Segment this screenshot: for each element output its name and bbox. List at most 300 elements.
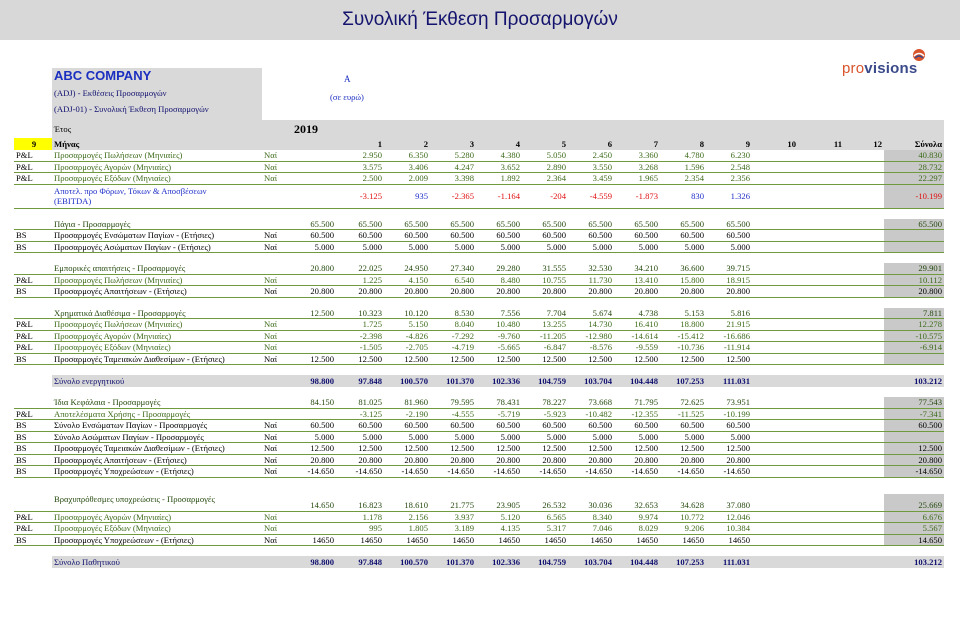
row-total: 103.212 xyxy=(914,557,942,567)
row-code: P&L xyxy=(16,511,33,522)
row-label: Προσαρμογές Πωλήσεων (Μηνιαίες) xyxy=(54,274,183,285)
month-value-8: -14.650 xyxy=(677,466,704,477)
table-row xyxy=(14,308,944,320)
month-value-5: 104.759 xyxy=(538,557,566,567)
row-flag: Ναί xyxy=(264,342,278,353)
month-col-4: 4 xyxy=(515,139,520,149)
table-row xyxy=(14,342,944,354)
month-value-4: -14.650 xyxy=(493,466,520,477)
month-value-3: 60.500 xyxy=(450,420,474,431)
month-value-8: 5.153 xyxy=(684,307,704,318)
row-code: BS xyxy=(16,466,27,477)
table-row xyxy=(14,556,944,568)
month-value-6: 3.550 xyxy=(592,161,612,172)
row-code: BS xyxy=(16,534,27,545)
table-row xyxy=(14,443,944,455)
month-col-7: 7 xyxy=(653,139,658,149)
row-label: Προσαρμογές Ταμειακών Διαθεσίμων - (Ετήσιες) xyxy=(54,353,225,364)
row-total: 65.500 xyxy=(884,219,944,230)
month-value-8: 107.253 xyxy=(676,376,704,386)
month-value-5: 5.317 xyxy=(546,523,566,534)
month-number: 9 xyxy=(14,138,52,150)
row-total: 77.543 xyxy=(884,397,944,408)
opening-value: 12.500 xyxy=(310,443,334,454)
month-value-9: 12.500 xyxy=(726,443,750,454)
month-value-9: 14650 xyxy=(728,534,750,545)
month-value-9: 2.356 xyxy=(730,173,750,184)
month-value-5: 78.227 xyxy=(542,397,566,408)
month-col-2: 2 xyxy=(423,139,428,149)
opening-value xyxy=(294,409,337,420)
month-value-5: -204 xyxy=(550,191,566,201)
month-value-4: 4.380 xyxy=(500,150,520,161)
opening-value: 20.800 xyxy=(310,286,334,297)
row-flag: Ναί xyxy=(264,353,278,364)
row-flag: Ναί xyxy=(264,161,278,172)
month-value-7: 5.000 xyxy=(638,241,658,252)
month-value-7: 20.800 xyxy=(634,454,658,465)
month-value-6: 14.730 xyxy=(588,319,612,330)
month-value-6: 103.704 xyxy=(584,376,612,386)
table-row xyxy=(14,319,944,331)
month-value-4: 65.500 xyxy=(496,218,520,229)
month-value-8: 15.800 xyxy=(680,274,704,285)
month-value-6: -10.482 xyxy=(585,408,612,419)
month-value-5: 14650 xyxy=(544,534,566,545)
row-total: 28.732 xyxy=(884,162,944,173)
month-value-5: 20.800 xyxy=(542,454,566,465)
month-value-8: 14650 xyxy=(682,534,704,545)
opening-value: 65.500 xyxy=(310,218,334,229)
opening-value: 20.800 xyxy=(310,454,334,465)
month-value-2: 5.000 xyxy=(408,431,428,442)
table-row xyxy=(14,185,944,209)
opening-value xyxy=(294,173,337,184)
month-value-3: 27.340 xyxy=(450,263,474,274)
row-code: BS xyxy=(16,420,27,431)
table-row xyxy=(14,523,944,535)
month-value-4: -5.665 xyxy=(497,342,520,353)
month-value-3: 79.595 xyxy=(450,397,474,408)
month-value-3: 6.540 xyxy=(454,274,474,285)
table-row xyxy=(14,354,944,366)
section-label: Πάγια - Προσαρμογές xyxy=(54,218,131,229)
month-value-1: 97.848 xyxy=(358,376,382,386)
report-sheet xyxy=(14,68,944,568)
month-value-3: 3.398 xyxy=(454,173,474,184)
row-total: -6.914 xyxy=(884,342,944,353)
month-value-3: -4.555 xyxy=(451,408,474,419)
month-value-7: 34.210 xyxy=(634,263,658,274)
opening-value: 5.000 xyxy=(314,241,334,252)
table-row xyxy=(14,494,944,512)
month-value-9: 1.326 xyxy=(730,191,750,201)
row-label: Προσαρμογές Ενσώματων Παγίων - (Ετήσιες) xyxy=(54,230,215,241)
month-value-2: 5.000 xyxy=(408,241,428,252)
month-value-6: -4.559 xyxy=(589,191,612,201)
month-value-3: 20.800 xyxy=(450,454,474,465)
month-value-1: 22.025 xyxy=(358,263,382,274)
month-value-5: 5.000 xyxy=(546,241,566,252)
row-total: 25.669 xyxy=(884,494,944,511)
row-label: Προσαρμογές Πωλήσεων (Μηνιαίες) xyxy=(54,150,183,161)
month-value-1: -2.398 xyxy=(359,330,382,341)
row-code: BS xyxy=(16,443,27,454)
month-value-1: 14650 xyxy=(360,534,382,545)
column-a-label: A xyxy=(344,74,351,84)
opening-value: 84.150 xyxy=(310,397,334,408)
opening-value: 60.500 xyxy=(310,420,334,431)
row-label: Προσαρμογές Αγορών (Μηνιαίες) xyxy=(54,161,172,172)
spacer-row xyxy=(14,253,944,263)
month-value-4: 5.120 xyxy=(500,511,520,522)
spacer-row xyxy=(14,298,944,308)
month-value-1: 16.823 xyxy=(358,499,382,510)
month-value-6: 8.340 xyxy=(592,511,612,522)
month-value-8: 65.500 xyxy=(680,218,704,229)
month-value-3: 3.937 xyxy=(454,511,474,522)
month-value-4: 10.480 xyxy=(496,319,520,330)
month-value-5: -6.847 xyxy=(543,342,566,353)
spacer-row xyxy=(14,478,944,494)
month-value-8: 9.206 xyxy=(684,523,704,534)
month-value-4: 5.000 xyxy=(500,241,520,252)
table-row xyxy=(14,331,944,343)
row-label: Αποτελέσματα Χρήσης - Προσαρμογές xyxy=(54,408,191,419)
month-value-6: 12.500 xyxy=(588,443,612,454)
opening-value xyxy=(294,275,337,286)
logo-wordmark: provisions xyxy=(842,60,918,77)
ebitda-label-line1: Αποτελ. προ Φόρων, Τόκων & Αποσβέσεων xyxy=(54,186,207,196)
month-value-5: 60.500 xyxy=(542,230,566,241)
opening-value: 14.650 xyxy=(310,499,334,510)
month-value-4: 5.000 xyxy=(500,431,520,442)
month-value-5: 7.704 xyxy=(546,307,566,318)
row-total: 6.676 xyxy=(884,512,944,523)
row-code: BS xyxy=(16,353,27,364)
month-value-7: 16.410 xyxy=(634,319,658,330)
month-value-8: -10.736 xyxy=(677,342,704,353)
table-row xyxy=(14,230,944,242)
month-value-3: 60.500 xyxy=(450,230,474,241)
row-total: 12.500 xyxy=(884,443,944,454)
total-label: Σύνολο ενεργητικού xyxy=(54,376,125,386)
month-value-8: 18.800 xyxy=(680,319,704,330)
month-value-4: -9.760 xyxy=(497,330,520,341)
page-title: Συνολική Έκθεση Προσαρμογών xyxy=(342,9,618,30)
row-total: 10.112 xyxy=(884,275,944,286)
month-value-5: 12.500 xyxy=(542,443,566,454)
row-code: P&L xyxy=(16,319,33,330)
month-value-7: 3.360 xyxy=(638,150,658,161)
row-flag: Ναί xyxy=(264,173,278,184)
month-value-1: 3.575 xyxy=(362,161,382,172)
row-flag: Ναί xyxy=(264,523,278,534)
month-value-7: 65.500 xyxy=(634,218,658,229)
month-value-4: 1.892 xyxy=(500,173,520,184)
table-row xyxy=(14,397,944,409)
month-value-5: 12.500 xyxy=(542,353,566,364)
month-value-2: 18.610 xyxy=(404,499,428,510)
month-value-9: 60.500 xyxy=(726,230,750,241)
month-value-7: 4.738 xyxy=(638,307,658,318)
month-value-6: 103.704 xyxy=(584,557,612,567)
month-value-7: 60.500 xyxy=(634,230,658,241)
month-value-3: 5.000 xyxy=(454,241,474,252)
month-value-3: -7.292 xyxy=(451,330,474,341)
month-value-8: -11.525 xyxy=(677,408,704,419)
month-value-6: 7.046 xyxy=(592,523,612,534)
row-label: Προσαρμογές Υποχρεώσεων - (Ετήσιες) xyxy=(54,534,194,545)
table-row xyxy=(14,242,944,254)
month-value-3: 65.500 xyxy=(450,218,474,229)
title-bar xyxy=(0,0,960,40)
row-label: Προσαρμογές Ασώματων Παγίων - (Ετήσιες) xyxy=(54,241,211,252)
month-value-3: -4.719 xyxy=(451,342,474,353)
month-value-8: 60.500 xyxy=(680,230,704,241)
month-value-4: -5.719 xyxy=(497,408,520,419)
row-code: P&L xyxy=(16,330,33,341)
row-total: 103.212 xyxy=(914,376,942,386)
row-flag: Ναί xyxy=(264,230,278,241)
table-row xyxy=(14,219,944,231)
month-value-8: 5.000 xyxy=(684,431,704,442)
month-value-9: 37.080 xyxy=(726,499,750,510)
month-value-8: 12.500 xyxy=(680,443,704,454)
month-value-8: 60.500 xyxy=(680,420,704,431)
month-value-7: 104.448 xyxy=(630,557,658,567)
month-value-4: -1.164 xyxy=(497,191,520,201)
month-value-5: 20.800 xyxy=(542,286,566,297)
opening-value xyxy=(294,162,337,173)
section-label: Βραχυπρόθεσμες υποχρεώσεις - Προσαρμογές xyxy=(54,493,215,504)
month-value-6: 11.730 xyxy=(588,274,612,285)
row-code: BS xyxy=(16,241,27,252)
month-value-9: 5.000 xyxy=(730,431,750,442)
month-value-2: 6.350 xyxy=(408,150,428,161)
opening-value: 5.000 xyxy=(314,431,334,442)
month-col-8: 8 xyxy=(699,139,704,149)
month-value-4: 60.500 xyxy=(496,420,520,431)
row-total: 60.500 xyxy=(884,420,944,431)
month-value-6: 5.000 xyxy=(592,431,612,442)
row-label: Προσαρμογές Αγορών (Μηνιαίες) xyxy=(54,511,172,522)
month-value-6: 60.500 xyxy=(588,420,612,431)
month-value-6: -8.576 xyxy=(589,342,612,353)
month-value-2: 81.960 xyxy=(404,397,428,408)
opening-value xyxy=(294,512,337,523)
month-value-4: 102.336 xyxy=(492,557,520,567)
row-total xyxy=(884,230,944,241)
row-label: Σύνολο Ασώματων Παγίων - Προσαρμογές xyxy=(54,431,204,442)
month-value-6: 3.459 xyxy=(592,173,612,184)
month-value-1: 1.225 xyxy=(362,274,382,285)
month-value-1: 12.500 xyxy=(358,443,382,454)
month-value-6: 20.800 xyxy=(588,286,612,297)
month-value-7: -1.873 xyxy=(635,191,658,201)
month-value-2: 65.500 xyxy=(404,218,428,229)
month-value-6: 5.000 xyxy=(592,241,612,252)
month-value-8: 72.625 xyxy=(680,397,704,408)
month-value-6: 12.500 xyxy=(588,353,612,364)
month-value-2: 100.570 xyxy=(400,557,428,567)
row-label: Προσαρμογές Απαιτήσεων - (Ετήσιες) xyxy=(54,286,187,297)
month-value-5: -11.205 xyxy=(539,330,566,341)
month-value-9: 12.500 xyxy=(726,353,750,364)
month-value-5: 65.500 xyxy=(542,218,566,229)
table-row xyxy=(14,432,944,444)
month-value-7: 12.500 xyxy=(634,353,658,364)
month-value-1: 12.500 xyxy=(358,353,382,364)
month-value-2: 10.120 xyxy=(404,307,428,318)
row-total: 7.811 xyxy=(884,308,944,319)
month-value-6: 5.674 xyxy=(592,307,612,318)
row-flag: Ναί xyxy=(264,150,278,161)
opening-value: 20.800 xyxy=(310,263,334,274)
month-value-2: 1.805 xyxy=(408,523,428,534)
month-value-8: 12.500 xyxy=(680,353,704,364)
month-value-7: 1.965 xyxy=(638,173,658,184)
month-value-7: -14.650 xyxy=(631,466,658,477)
section-label: Εμπορικές απαιτήσεις - Προσαρμογές xyxy=(54,263,186,274)
row-total: 5.567 xyxy=(884,523,944,534)
month-value-7: 71.795 xyxy=(634,397,658,408)
month-value-8: 10.772 xyxy=(680,511,704,522)
table-row xyxy=(14,286,944,298)
month-value-1: 60.500 xyxy=(358,420,382,431)
opening-value: 98.800 xyxy=(310,376,334,386)
currency-label: (σε ευρώ) xyxy=(330,92,364,102)
row-flag: Ναί xyxy=(264,274,278,285)
month-value-3: 14650 xyxy=(452,534,474,545)
opening-value: 98.800 xyxy=(310,557,334,567)
month-value-2: 60.500 xyxy=(404,420,428,431)
ebitda-label xyxy=(52,185,262,208)
row-total: 20.800 xyxy=(884,455,944,466)
table-row xyxy=(14,420,944,432)
row-total: -7.341 xyxy=(884,409,944,420)
month-value-1: 65.500 xyxy=(358,218,382,229)
month-value-8: 5.000 xyxy=(684,241,704,252)
month-value-2: 12.500 xyxy=(404,353,428,364)
month-value-4: 8.480 xyxy=(500,274,520,285)
month-value-1: 1.178 xyxy=(362,511,382,522)
month-value-7: -12.355 xyxy=(631,408,658,419)
month-value-3: 12.500 xyxy=(450,443,474,454)
row-total: 14.650 xyxy=(884,535,944,546)
month-value-5: 104.759 xyxy=(538,376,566,386)
month-value-9: 21.915 xyxy=(726,319,750,330)
month-value-9: 6.230 xyxy=(730,150,750,161)
row-flag: Ναί xyxy=(264,443,278,454)
month-value-6: -12.980 xyxy=(585,330,612,341)
month-col-11: 11 xyxy=(833,139,842,149)
report-group: (ADJ) - Εκθέσεις Προσαρμογών xyxy=(54,88,167,98)
month-value-9: 5.816 xyxy=(730,307,750,318)
row-total xyxy=(884,432,944,443)
month-value-3: 101.370 xyxy=(446,557,474,567)
row-code: BS xyxy=(16,431,27,442)
opening-value xyxy=(294,342,337,353)
month-value-8: 830 xyxy=(691,191,704,201)
month-value-9: -14.650 xyxy=(723,466,750,477)
month-value-2: -4.826 xyxy=(405,330,428,341)
table-row xyxy=(14,535,944,547)
month-value-1: -3.125 xyxy=(359,191,382,201)
table-row xyxy=(14,275,944,287)
opening-value xyxy=(294,150,337,161)
row-code: P&L xyxy=(16,161,33,172)
month-value-1: 2.500 xyxy=(362,173,382,184)
total-label: Σύνολο Παθητικού xyxy=(54,557,120,567)
spacer-row xyxy=(14,209,944,219)
month-value-7: 12.500 xyxy=(634,443,658,454)
month-value-2: 20.800 xyxy=(404,454,428,465)
month-value-7: 5.000 xyxy=(638,431,658,442)
row-label: Προσαρμογές Αγορών (Μηνιαίες) xyxy=(54,330,172,341)
month-value-1: -1.505 xyxy=(359,342,382,353)
month-value-3: 5.280 xyxy=(454,150,474,161)
month-value-4: 60.500 xyxy=(496,230,520,241)
row-total: -10.199 xyxy=(884,185,944,208)
month-value-6: 32.530 xyxy=(588,263,612,274)
row-total: -14.650 xyxy=(884,466,944,477)
month-value-2: 935 xyxy=(415,191,428,201)
month-value-6: 30.036 xyxy=(588,499,612,510)
table-row xyxy=(14,409,944,421)
month-header-row xyxy=(14,138,944,150)
month-value-1: 5.000 xyxy=(362,431,382,442)
row-label: Προσαρμογές Εξόδων (Μηνιαίες) xyxy=(54,173,171,184)
month-value-2: 2.009 xyxy=(408,173,428,184)
month-value-9: -10.199 xyxy=(723,408,750,419)
month-value-2: -2.190 xyxy=(405,408,428,419)
month-value-2: 3.406 xyxy=(408,161,428,172)
row-label: Προσαρμογές Εξόδων (Μηνιαίες) xyxy=(54,342,171,353)
month-value-2: 12.500 xyxy=(404,443,428,454)
month-value-8: -15.412 xyxy=(677,330,704,341)
spacer-row xyxy=(14,387,944,397)
month-value-4: 23.905 xyxy=(496,499,520,510)
table-row xyxy=(14,466,944,478)
month-value-7: 8.029 xyxy=(638,523,658,534)
row-flag: Ναί xyxy=(264,454,278,465)
spacer-row xyxy=(14,546,944,556)
month-value-7: -9.559 xyxy=(635,342,658,353)
month-value-4: 7.556 xyxy=(500,307,520,318)
opening-value: 12.500 xyxy=(310,307,334,318)
month-value-1: 81.025 xyxy=(358,397,382,408)
table-row xyxy=(14,263,944,275)
month-value-7: -14.614 xyxy=(631,330,658,341)
row-total: -10.575 xyxy=(884,331,944,342)
row-total xyxy=(884,242,944,253)
month-value-2: 24.950 xyxy=(404,263,428,274)
month-value-5: -5.923 xyxy=(543,408,566,419)
row-total: 40.830 xyxy=(884,150,944,161)
month-value-3: 5.000 xyxy=(454,431,474,442)
row-flag: Ναί xyxy=(264,466,278,477)
month-value-6: 2.450 xyxy=(592,150,612,161)
month-value-2: 60.500 xyxy=(404,230,428,241)
month-value-9: 2.548 xyxy=(730,161,750,172)
row-flag xyxy=(262,409,294,420)
section-label: Ίδια Κεφάλαια - Προσαρμογές xyxy=(54,397,161,408)
month-value-2: -2.705 xyxy=(405,342,428,353)
month-col-9: 9 xyxy=(745,139,750,149)
section-label: Χρηματικά Διαθέσιμα - Προσαρμογές xyxy=(54,307,186,318)
row-code: P&L xyxy=(16,342,33,353)
